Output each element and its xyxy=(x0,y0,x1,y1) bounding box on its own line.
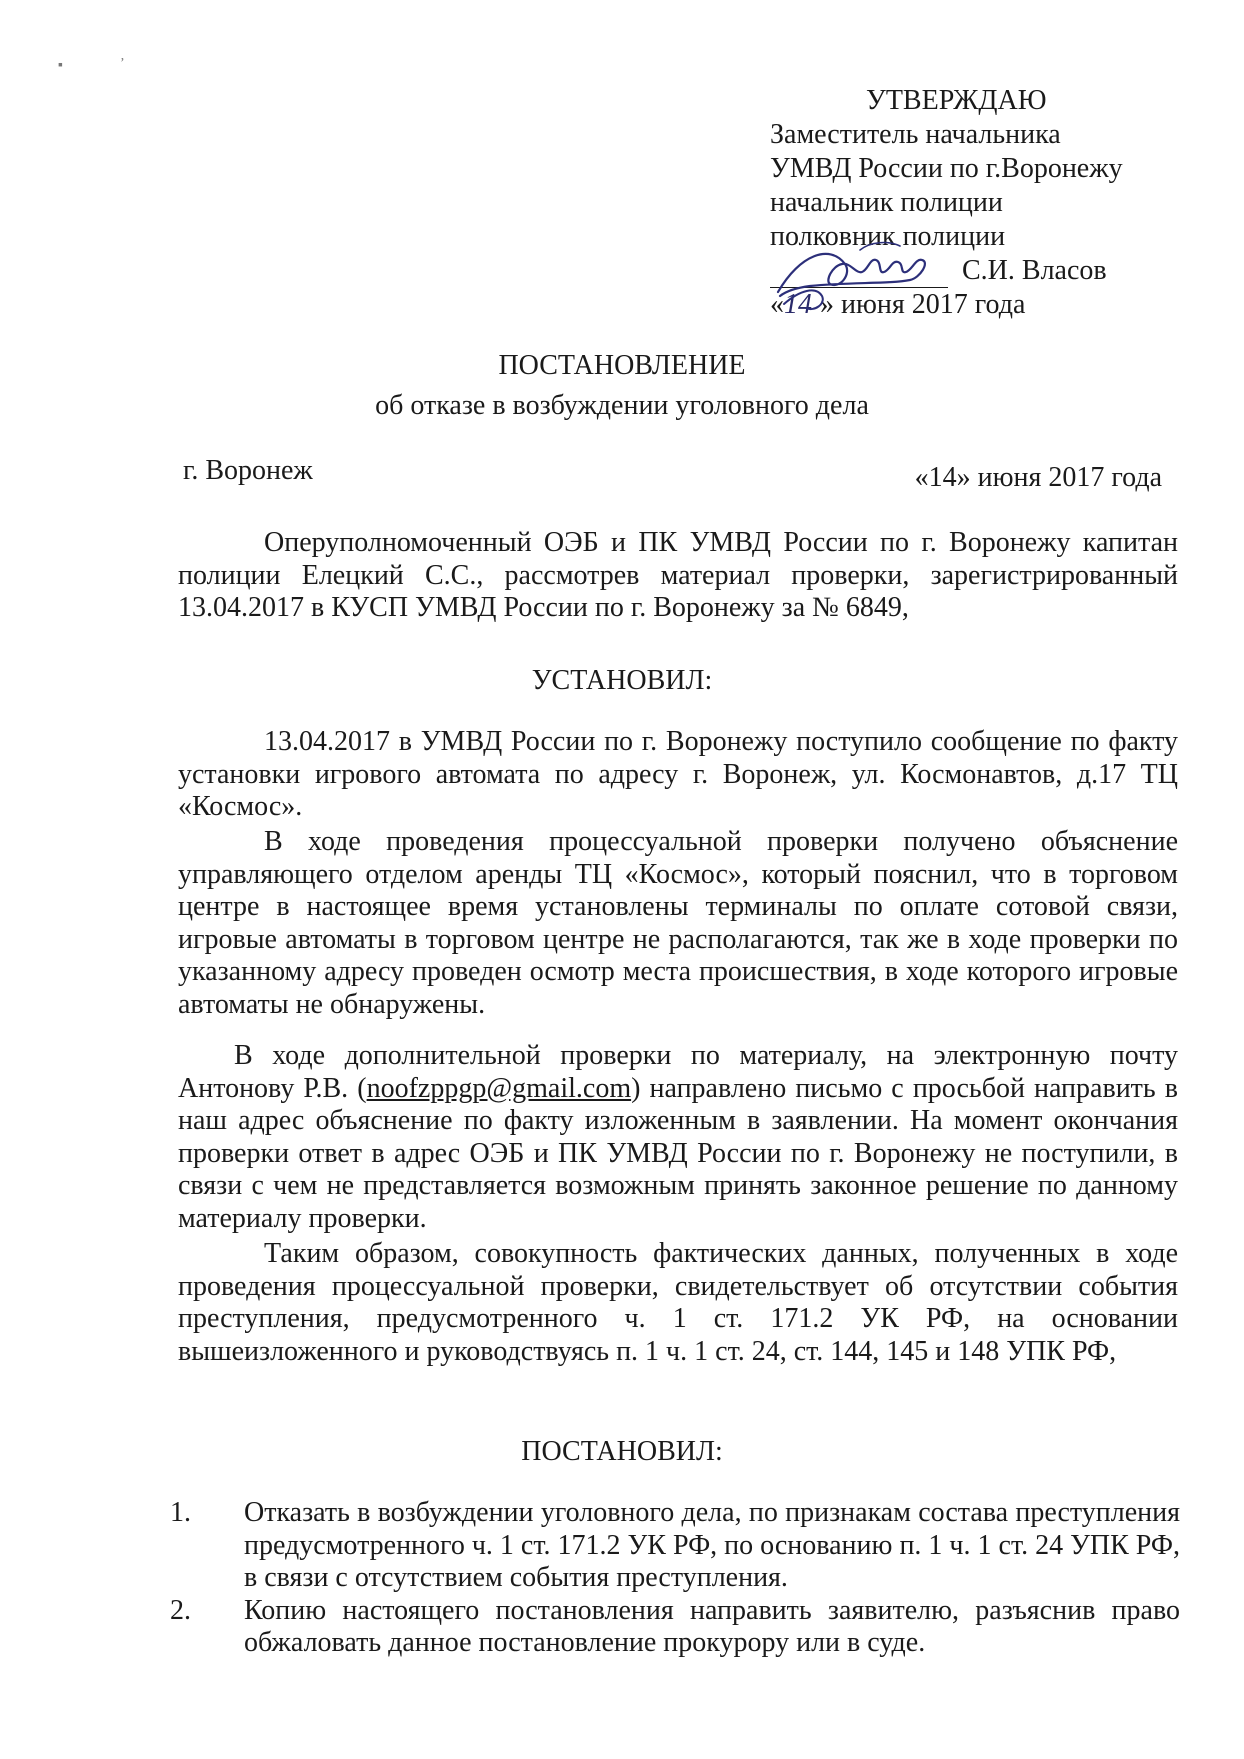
resolution-item xyxy=(170,1595,1180,1660)
resolution-item-text: Копию настоящего постановления направить заявителю, разъяснив право обжаловать данное постановление прокурору или в суде. xyxy=(244,1594,1180,1659)
resolution-item-text: Отказать в возбуждении уголовного дела, по признакам состава преступления предусмотренного ч. 1 ст. 171.2 УК РФ, по основанию п. 1 ч. 1 ст. 24 УПК РФ, в связи с отсутствием события преступления. xyxy=(244,1497,1181,1594)
document-title: ПОСТАНОВЛЕНИЕ xyxy=(498,350,746,381)
paragraph-3-text-start: В ходе дополнительной проверки по материалу, на электронную почту Антонову Р.В. ( xyxy=(178,1040,1178,1104)
scan-artifact-mark: ▪ xyxy=(58,58,63,73)
handwritten-signature xyxy=(770,234,970,324)
resolved-heading: ПОСТАНОВИЛ: xyxy=(521,1436,723,1467)
established-paragraph-2: В ходе проведения процессуальной проверки получено объяснение управляющего отделом аренды ТЦ «Космос», который пояснил, что в торговом центре в настоящее время установлены терминалы по оплате сотовой связи, игровые автоматы в торговом центре не располагаются, так же в ходе проверки по указанному адресу проведен осмотр места происшествия, в ходе которого игровые автоматы не обнаружены. xyxy=(178,826,1178,1020)
document-subtitle: об отказе в возбуждении уголовного дела xyxy=(375,390,869,421)
resolution-item-number: 2. xyxy=(170,1594,191,1626)
email-address: noofzppgp@gmail.com xyxy=(366,1072,632,1104)
resolution-item xyxy=(170,1497,1180,1595)
paragraph-3-text-end: ) направлено письмо с просьбой направить в наш адрес объяснение по факту изложенным в заявлении. На момент окончания проверки ответ в адрес ОЭБ и ПК УМВД России по г. Воронежу не поступили, в связи с чем не представляется возможным принять законное решение по данному материалу проверки. xyxy=(178,1072,1178,1234)
document-city: г. Воронеж xyxy=(183,455,313,486)
approval-signatory-name: С.И. Власов xyxy=(962,255,1107,286)
established-heading: УСТАНОВИЛ: xyxy=(531,665,713,696)
approval-date-day: 14 xyxy=(784,289,812,320)
approval-rank: полковник полиции xyxy=(770,221,1006,252)
approval-position: Заместитель начальника xyxy=(770,119,1061,150)
approval-role: начальник полиции xyxy=(770,187,1003,218)
document-date: «14» июня 2017 года xyxy=(914,462,1162,493)
resolution-list xyxy=(170,1497,1180,1660)
approval-date-open-quote: « xyxy=(770,289,784,320)
established-paragraph-4: Таким образом, совокупность фактических данных, полученных в ходе проведения процессуальной проверки, свидетельствует об отсутствии события преступления, предусмотренного ч. 1 ст. 171.2 УК РФ, на основании вышеизложенного и руководствуясь п. 1 ч. 1 ст. 24, ст. 144, 145 и 148 УПК РФ, xyxy=(178,1238,1178,1367)
established-paragraph-1: 13.04.2017 в УМВД России по г. Воронежу поступило сообщение по факту установки игрового автомата по адресу г. Воронеж, ул. Космонавтов, д.17 ТЦ «Космос». xyxy=(178,726,1178,823)
approval-department: УМВД России по г.Воронежу xyxy=(770,153,1123,184)
approval-date-rest: » июня 2017 года xyxy=(820,289,1026,320)
resolution-item-number: 1. xyxy=(170,1497,191,1528)
established-paragraph-3 xyxy=(178,1040,1178,1236)
approval-heading: УТВЕРЖДАЮ xyxy=(866,85,1047,116)
intro-paragraph: Оперуполномоченный ОЭБ и ПК УМВД России по г. Воронежу капитан полиции Елецкий С.С., рассмотрев материал проверки, зарегистрированный 13.04.2017 в КУСП УМВД России по г. Воронежу за № 6849, xyxy=(178,527,1178,624)
scan-artifact-mark: ʼ xyxy=(120,56,125,71)
